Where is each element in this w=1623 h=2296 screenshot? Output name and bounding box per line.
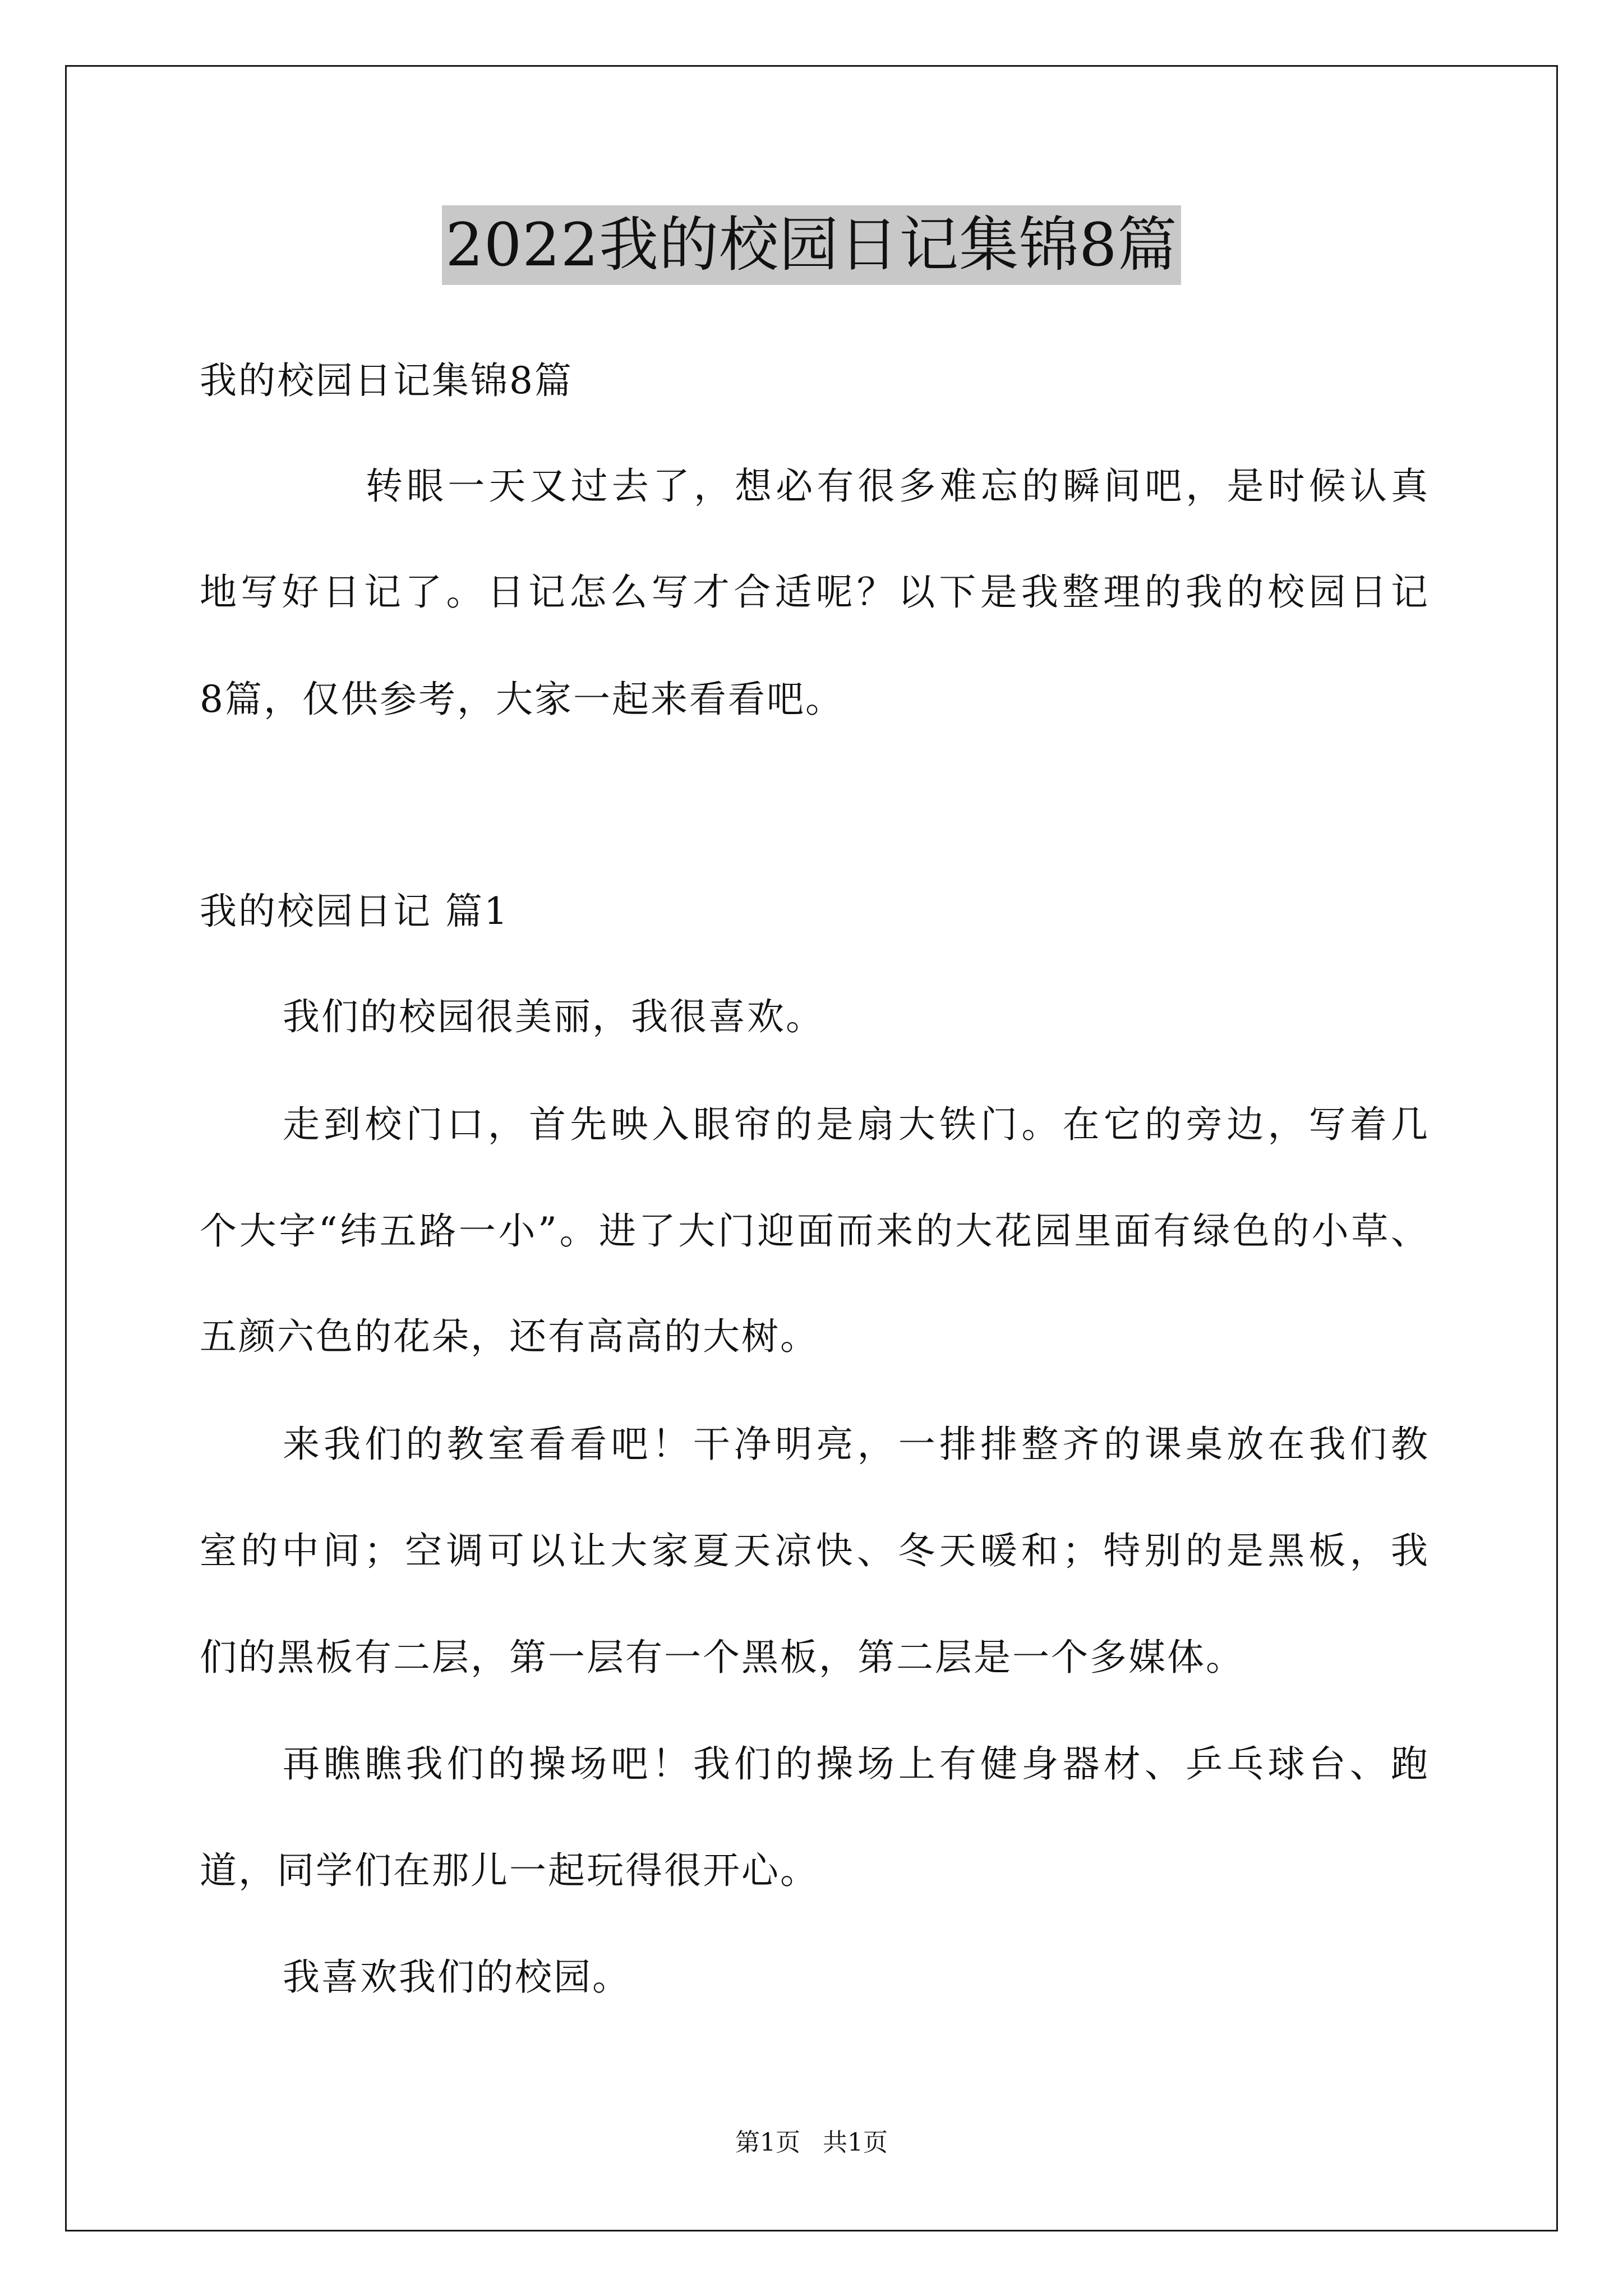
intro-line-2: 地写好日记了。日记怎么写才合适呢？以下是我整理的我的校园日记 [200,570,1428,614]
page-total: 共1页 [823,2128,888,2157]
paragraph-line: 室的中间；空调可以让大家夏天凉快、冬天暖和；特别的是黑板，我 [200,1529,1428,1572]
page-number: 第1页 [735,2128,800,2157]
paragraph-line: 来我们的教室看看吧！干净明亮，一排排整齐的课桌放在我们教 [283,1423,1428,1466]
paragraph-line: 个大字“纬五路一小”。进了大门迎面而来的大花园里面有绿色的小草、 [200,1209,1428,1253]
paragraph-line: 再瞧瞧我们的操场吧！我们的操场上有健身器材、乒乓球台、跑 [283,1742,1428,1786]
document-title: 2022我的校园日记集锦8篇 [442,205,1181,285]
section-heading: 我的校园日记 篇1 [200,890,509,933]
paragraph-line: 道，同学们在那儿一起玩得很开心。 [200,1849,819,1892]
paragraph-line: 走到校门口，首先映入眼帘的是扇大铁门。在它的旁边，写着几 [283,1103,1428,1146]
paragraph-line: 们的黑板有二层，第一层有一个黑板，第二层是一个多媒体。 [200,1636,1244,1679]
paragraph-line: 我们的校园很美丽，我很喜欢。 [283,995,824,1038]
document-subtitle: 我的校园日记集锦8篇 [200,359,573,402]
intro-line-3: 8篇，仅供参考，大家一起来看看吧。 [200,678,844,721]
title-container [0,205,1623,285]
paragraph-line: 五颜六色的花朵，还有高高的大树。 [200,1315,819,1358]
intro-line-1: 转眼一天又过去了，想必有很多难忘的瞬间吧，是时候认真 [366,464,1428,508]
paragraph-line: 我喜欢我们的校园。 [283,1955,631,1999]
page-footer [0,2126,1623,2160]
